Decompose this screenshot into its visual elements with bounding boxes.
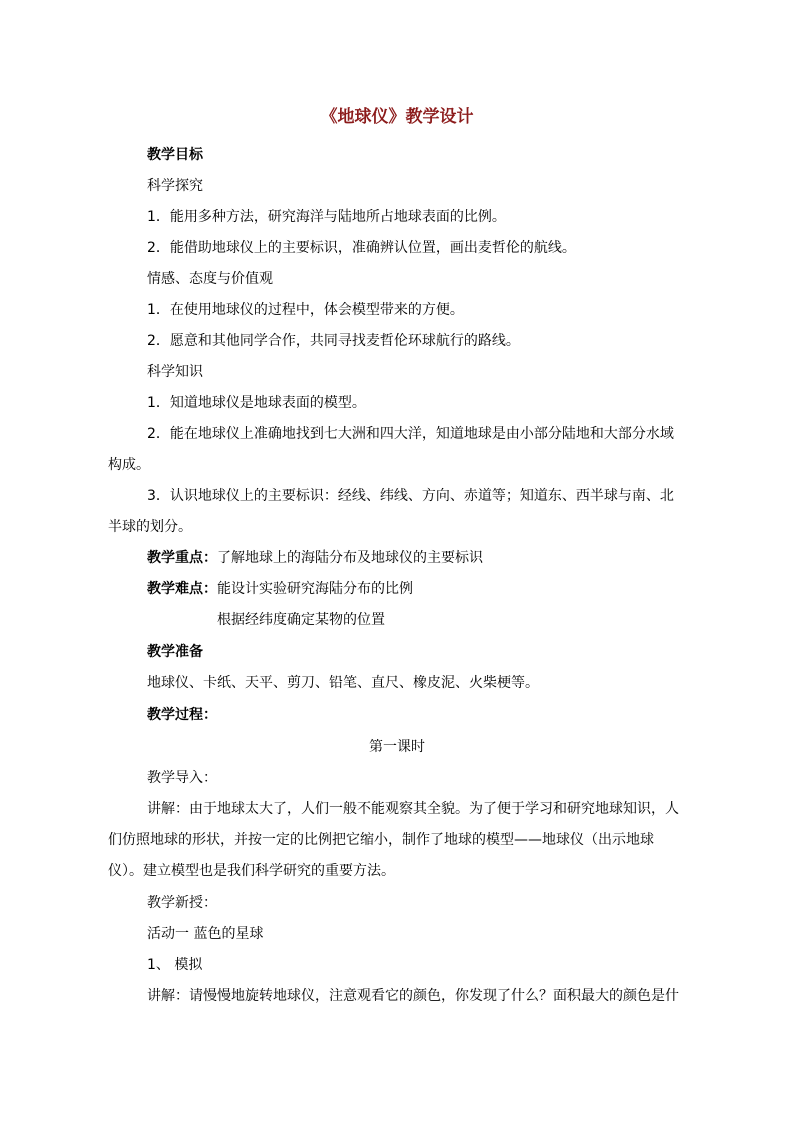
intro-line-1: 讲解：由于地球太大了，人们一般不能观察其全貌。为了便于学习和研究地球知识，人 (147, 801, 679, 817)
activity-title: 活动一 蓝色的星球 (147, 926, 264, 942)
attitude-heading: 情感、态度与价值观 (147, 271, 273, 287)
key-points-label: 教学重点： (147, 550, 217, 566)
prep-text: 地球仪、卡纸、天平、剪刀、铅笔、直尺、橡皮泥、火柴梗等。 (147, 675, 539, 691)
knowledge-item-3: 3．认识地球仪上的主要标识：经线、纬线、方向、赤道等；知道东、西半球与南、北 (147, 488, 674, 504)
intro-line-3: 仪）。建立模型也是我们科学研究的重要方法。 (108, 863, 395, 879)
attitude-item-1: 1．在使用地球仪的过程中，体会模型带来的方便。 (147, 302, 464, 318)
key-points (147, 548, 483, 568)
inquiry-item-2: 2．能借助地球仪上的主要标识，准确辨认位置，画出麦哲伦的航线。 (147, 240, 576, 256)
difficulty-text-2: 根据经纬度确定某物的位置 (217, 612, 385, 628)
knowledge-item-1: 1．知道地球仪是地球表面的模型。 (147, 395, 366, 411)
knowledge-item-2: 2．能在地球仪上准确地找到七大洲和四大洋，知道地球是由小部分陆地和大部分水域 (147, 426, 674, 442)
attitude-item-2: 2．愿意和其他同学合作，共同寻找麦哲伦环球航行的路线。 (147, 333, 520, 349)
knowledge-item-2-cont: 构成。 (108, 457, 150, 473)
difficulty-points (147, 579, 413, 599)
explain-line: 讲解：请慢慢地旋转地球仪，注意观看它的颜色，你发现了什么？面积最大的颜色是什 (147, 988, 679, 1004)
prep-heading: 教学准备 (147, 644, 203, 660)
science-inquiry-heading: 科学探究 (147, 178, 203, 194)
step-1: 1、 模拟 (147, 957, 203, 973)
intro-line-2: 们仿照地球的形状，并按一定的比例把它缩小，制作了地球的模型——地球仪（出示地球 (108, 832, 654, 848)
knowledge-heading: 科学知识 (147, 364, 203, 380)
key-points-text: 了解地球上的海陆分布及地球仪的主要标识 (217, 550, 483, 566)
intro-label: 教学导入： (147, 770, 217, 786)
new-teaching-label: 教学新授： (147, 895, 217, 911)
difficulty-text-1: 能设计实验研究海陆分布的比例 (217, 581, 413, 597)
difficulty-label: 教学难点： (147, 581, 217, 597)
lesson-title: 第一课时 (369, 739, 425, 755)
document-title: 《地球仪》教学设计 (320, 107, 474, 127)
process-heading: 教学过程： (147, 707, 217, 723)
inquiry-item-1: 1．能用多种方法，研究海洋与陆地所占地球表面的比例。 (147, 209, 506, 225)
objectives-heading: 教学目标 (147, 147, 203, 163)
knowledge-item-3-cont: 半球的划分。 (108, 519, 192, 535)
